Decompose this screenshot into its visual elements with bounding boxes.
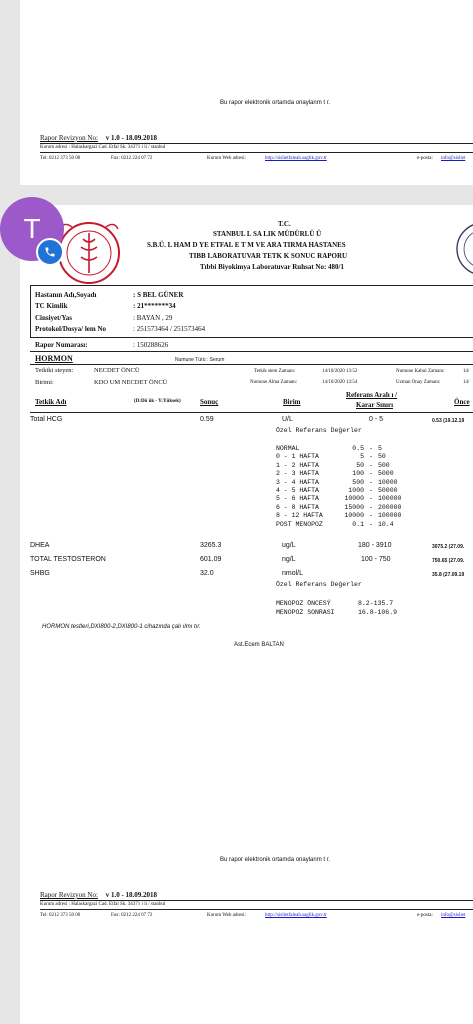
fax-number: Fax: 0212 224 07 72 <box>111 156 153 161</box>
requester-value: NECDET ÖNCÜ <box>94 367 140 374</box>
hcg-ref-row: NORMAL 0.5 - 5 <box>276 445 382 452</box>
test-previous: 3075.2 (27.09. <box>432 544 465 550</box>
request-time-value: 14/10/2020 13:52 <box>322 369 358 374</box>
hcg-ref-title: Özel Referans Değerler <box>276 427 362 434</box>
phone-glyph-icon <box>44 246 56 258</box>
revision-label: Rapor Revizyon No: <box>40 891 98 899</box>
hcg-ref-row: 1 - 2 HAFTA 50 - 500 <box>276 461 390 469</box>
email-link[interactable]: info@sisliet <box>441 156 466 161</box>
collect-time-label: Numune Alma Zamanı: <box>250 380 298 385</box>
test-name: TOTAL TESTOSTERON <box>30 556 106 563</box>
web-label: Kurum Web adresi: <box>207 156 246 161</box>
web-link[interactable]: http://sislietfaleah.saglik.gov.tr <box>265 913 327 918</box>
approve-time-label: Uzman Onay Zamanı: <box>396 380 441 385</box>
test-reference: 0 - 5 <box>369 416 384 423</box>
test-reference: 100 - 750 <box>361 556 391 563</box>
shbg-ref-table <box>276 599 397 617</box>
accept-time-value: 14/ <box>463 369 470 374</box>
tc-id-label: TC Kimlik <box>35 302 68 310</box>
divider <box>30 364 473 365</box>
collect-time-value: 14/10/2020 13:54 <box>322 380 358 385</box>
hcg-ref-row: 6 - 8 HAFTA 15000 - 200000 <box>276 503 402 511</box>
sample-type: Numune Türü : Serum <box>175 357 225 363</box>
header-hospital: S.B.Ü. L HAM D YE ETFAL E T M VE ARA TIRMA HASTANES <box>147 241 346 249</box>
test-previous: 750.65 (27.09. <box>432 558 465 564</box>
header-report-title: TIBB LABORATUVAR TETK K SONUC RAPORU <box>189 252 348 260</box>
approver-signature: Ast.Ecem BALTAN <box>234 642 284 648</box>
test-unit: U/L <box>282 416 293 423</box>
hcg-ref-row: 0 - 1 HAFTA 5 - 50 <box>276 453 386 461</box>
header-license: Tıbbi Biyokimya Laboratuvar Ruhsat No: 480/1 <box>200 263 344 271</box>
electronic-approval-note: Bu rapor elektronik ortamda onaylanm t r. <box>220 857 331 863</box>
revision-value: v 1.0 - 18.09.2018 <box>105 134 158 142</box>
col-ref-1: Referans Aralı ı / <box>346 391 398 399</box>
test-result: 32.0 <box>200 570 214 577</box>
test-result: 3265.3 <box>200 542 222 549</box>
email-link[interactable]: info@sisliet <box>441 913 466 918</box>
divider <box>30 337 473 338</box>
avatar-letter: T <box>23 213 41 244</box>
header-tc: T.C. <box>278 220 291 228</box>
report-number-value: : 150288626 <box>133 341 169 349</box>
protocol-value: : 251573464 / 251573464 <box>133 325 206 333</box>
approve-time-value: 14/ <box>463 380 470 385</box>
hcg-ref-row: 8 - 12 HAFTA 10000 - 100000 <box>276 512 402 520</box>
phone-number: Tel: 0212 373 50 00 <box>40 913 81 918</box>
divider <box>30 412 473 413</box>
hospital-logo-icon <box>453 219 473 279</box>
revision-label: Rapor Revizyon No: <box>40 134 98 142</box>
divider <box>40 909 473 910</box>
tc-id-value: : 21*******34 <box>133 302 176 310</box>
test-result: 0.59 <box>200 416 214 423</box>
col-unit: Birim <box>283 398 301 406</box>
protocol-label: Protokol/Dosya/ lem No <box>35 325 107 333</box>
test-name: SHBG <box>30 570 50 577</box>
shbg-ref-row: MENOPOZ SONRASI 16.8-106.9 <box>276 609 398 616</box>
col-ref-2: Karar Sınırı <box>356 401 394 409</box>
unit-label: Birimi: <box>35 379 54 386</box>
device-footnote: HORMON testleri,DXI800-2,DXI800-1 cihazında çalı ılmı tır. <box>42 624 201 630</box>
test-unit: ug/L <box>282 542 296 549</box>
report-page-2 <box>20 205 473 1024</box>
test-previous: 0.53 (19.12.19 <box>432 418 465 424</box>
test-reference: 180 - 3910 <box>358 542 392 549</box>
patient-name-label: Hastanın Adı,Soyadı <box>35 291 97 299</box>
divider <box>30 285 31 337</box>
electronic-approval-note: Bu rapor elektronik ortamda onaylanm t r. <box>220 100 331 106</box>
sex-age-value: : BAYAN , 29 <box>133 314 173 322</box>
col-previous: Önce <box>454 398 470 406</box>
divider <box>40 152 473 153</box>
institution-address: Kurum adresi : Halaskargazi Cad. Etfal Sk. 34371 i li / stanbul <box>40 902 166 907</box>
test-unit: nmol/L <box>282 570 304 577</box>
revision-line <box>40 891 157 899</box>
revision-line <box>40 134 157 142</box>
hcg-ref-row: 4 - 5 HAFTA 1000 - 50000 <box>276 487 398 495</box>
test-name: Total HCG <box>30 416 63 423</box>
request-time-label: Tetkik stem Zamanı: <box>254 369 296 374</box>
hcg-ref-row: 2 - 3 HAFTA 100 - 5000 <box>276 470 394 478</box>
test-unit: ng/L <box>282 556 296 563</box>
revision-value: v 1.0 - 18.09.2018 <box>105 891 158 899</box>
requester-label: Tetkiki steyen: <box>35 367 74 374</box>
header-directorate: STANBUL L SA LIK MÜDÜRLÜ Ü <box>213 230 322 238</box>
sex-age-label: Cinsiyet/Yas <box>35 314 72 322</box>
test-previous: 35.8 (27.09.19 <box>432 572 465 578</box>
hcg-ref-table <box>276 445 401 529</box>
hcg-ref-row: POST MENOPOZ 0.1 - 10.4 <box>276 520 394 528</box>
hcg-ref-row: 5 - 6 HAFTA 10000 - 100000 <box>276 495 402 503</box>
web-link[interactable]: http://sislietfaleah.saglik.gov.tr <box>265 156 327 161</box>
section-title: HORMON <box>35 354 73 363</box>
test-name: DHEA <box>30 542 50 549</box>
col-flag-hint: (D:Dü ük - Y:Yüksek) <box>134 399 181 404</box>
col-result: Sonuç <box>200 398 219 406</box>
unit-value: KDO UM NECDET ÖNCÜ <box>94 379 168 386</box>
accept-time-label: Numune Kabul Zamanı: <box>396 369 445 374</box>
web-label: Kurum Web adresi: <box>207 913 246 918</box>
test-result: 601.09 <box>200 556 222 563</box>
email-label: e-posta: <box>417 156 433 161</box>
divider <box>30 285 473 286</box>
institution-address: Kurum adresi : Halaskargazi Cad. Etfal Sk. 34371 i li / stanbul <box>40 145 166 150</box>
shbg-ref-row: MENOPOZ ÖNCESÝ 8.2-135.7 <box>276 600 394 607</box>
hcg-ref-row: 3 - 4 HAFTA 500 - 10000 <box>276 478 398 486</box>
phone-number: Tel: 0212 373 50 00 <box>40 156 81 161</box>
phone-call-icon[interactable] <box>36 238 64 266</box>
fax-number: Fax: 0212 224 07 72 <box>111 913 153 918</box>
email-label: e-posta: <box>417 913 433 918</box>
shbg-ref-title: Özel Referans Değerler <box>276 581 362 588</box>
divider <box>40 900 473 901</box>
col-test-name: Tetkik Adı <box>35 398 67 406</box>
divider <box>30 351 473 352</box>
patient-name-value: : S BEL GÜNER <box>133 291 184 299</box>
report-page-1 <box>20 0 473 185</box>
divider <box>40 143 473 144</box>
report-number-label: Rapor Numarası: <box>35 341 88 349</box>
